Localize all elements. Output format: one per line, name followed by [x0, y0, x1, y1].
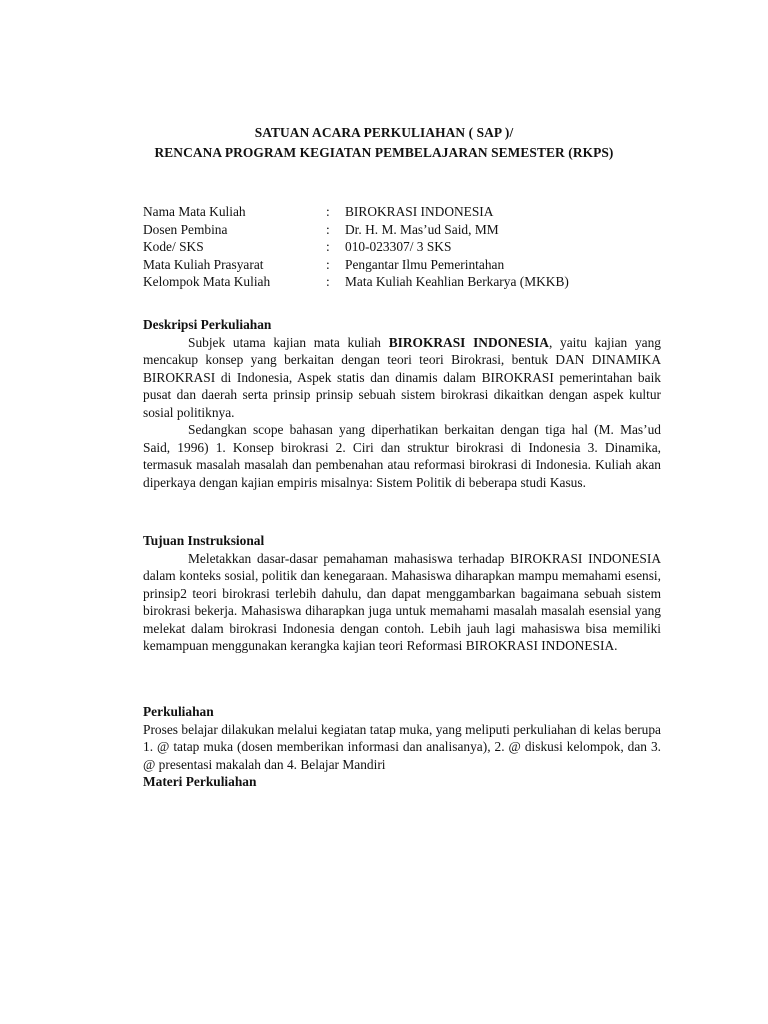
info-colon: :: [326, 239, 330, 255]
course-info-table: [143, 203, 663, 291]
info-colon: :: [326, 256, 330, 272]
section-heading-course-material: Materi Perkuliahan: [143, 774, 257, 789]
info-label: Kelompok Mata Kuliah: [143, 274, 271, 290]
section-objectives: [143, 532, 661, 655]
info-colon: :: [326, 204, 330, 219]
info-label: Dosen Pembina: [143, 221, 228, 237]
section-lectures: [143, 703, 661, 773]
section-heading: Perkuliahan: [143, 704, 214, 719]
document-title-line-1: SATUAN ACARA PERKULIAHAN ( SAP )/: [254, 125, 514, 140]
info-row-course-name: [143, 203, 663, 221]
course-name-emphasis: BIROKRASI INDONESIA: [388, 334, 549, 350]
info-value: 010-023307/ 3 SKS: [345, 239, 452, 255]
paragraph-text: , yaitu kajian yang mencakup konsep yang berkaitan dengan teori teori Birokrasi, bentuk DAN DINAMIKA BIROKRASI di Indonesia, Aspek statis dan dinamis dalam BIROKRASI pemerintahan baik pusat dan daerah serta prinsip prinsip sebuah sistem birokrasi dikaitkan dengan aspek kultur sosial politiknya.: [143, 334, 662, 420]
info-value: Mata Kuliah Keahlian Berkarya (MKKB): [345, 274, 569, 290]
section-heading: Tujuan Instruksional: [143, 533, 265, 548]
info-label: Nama Mata Kuliah: [143, 204, 246, 219]
info-row-prerequisite: [143, 256, 663, 274]
document-title-line-2: RENCANA PROGRAM KEGIATAN PEMBELAJARAN SEMESTER (RKPS): [154, 145, 614, 160]
info-colon: :: [326, 221, 330, 237]
info-row-lecturer: [143, 221, 663, 239]
section-description: [143, 316, 661, 491]
info-colon: :: [326, 274, 330, 290]
info-label: Kode/ SKS: [143, 239, 204, 255]
info-label: Mata Kuliah Prasyarat: [143, 256, 264, 272]
paragraph-text: Subjek utama kajian mata kuliah: [188, 334, 389, 350]
info-value: BIROKRASI INDONESIA: [345, 204, 494, 219]
info-value: Pengantar Ilmu Pemerintahan: [345, 256, 505, 272]
info-value: Dr. H. M. Mas’ud Said, MM: [345, 221, 499, 237]
paragraph: Proses belajar dilakukan melalui kegiatan tatap muka, yang meliputi perkuliahan di kelas berupa 1. @ tatap muka (dosen memberikan informasi dan analisanya), 2. @ diskusi kelompok, dan 3. @ presentasi makalah dan 4. Belajar Mandiri: [143, 721, 661, 772]
section-heading: Deskripsi Perkuliahan: [143, 317, 272, 332]
paragraph: Sedangkan scope bahasan yang diperhatikan berkaitan dengan tiga hal (M. Mas’ud Said, 1996) 1. Konsep birokrasi 2. Ciri dan struktur birokrasi di Indonesia 3. Dinamika, termasuk masalah masalah dan pembenahan atau reformasi birokrasi di Indonesia. Kuliah akan diperkaya dengan kajian empiris misalnya: Sistem Politik di beberapa studi Kasus.: [143, 422, 661, 490]
paragraph: [143, 334, 661, 422]
info-row-code-sks: [143, 238, 663, 256]
paragraph: Meletakkan dasar-dasar pemahaman mahasiswa terhadap BIROKRASI INDONESIA dalam konteks sosial, politik dan kenegaraan. Mahasiswa diharapkan mampu memahami esensi, prinsip2 teori birokrasi terlebih dahulu, dan dapat menggambarkan bagaimana sebuah sistem birokrasi bekerja. Mahasiswa diharapkan juga untuk memahami masalah masalah esensial yang melekat dalam birokrasi Indonesia dengan contoh. Lebih jauh lagi mahasiswa bisa memiliki kemampuan menggunakan kerangka kajian teori Reformasi BIROKRASI INDONESIA.: [143, 550, 661, 654]
info-row-course-group: [143, 273, 663, 291]
